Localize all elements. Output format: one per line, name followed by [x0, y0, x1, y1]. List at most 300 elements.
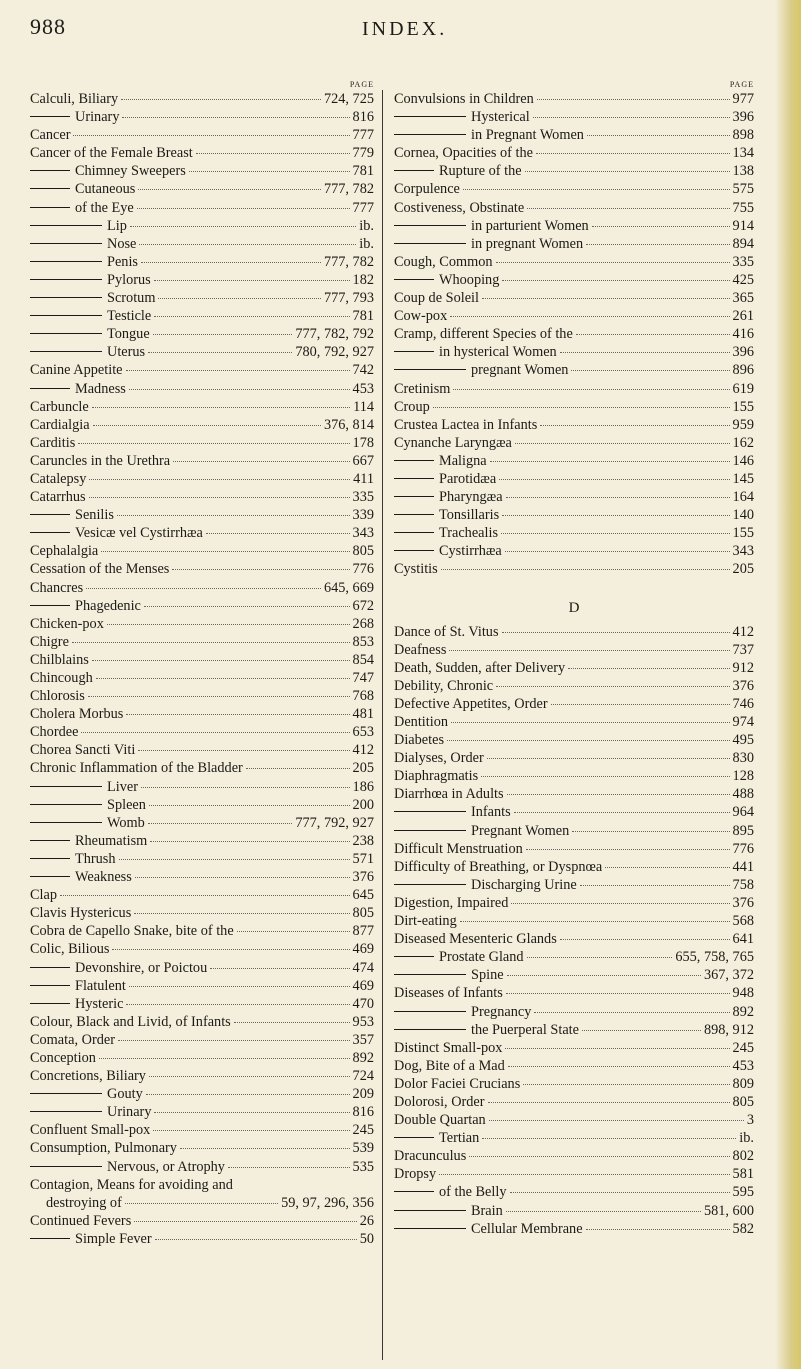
ditto-dash: [30, 170, 70, 171]
index-entry: [394, 1165, 754, 1183]
index-entry: [30, 615, 374, 633]
ditto-dash: [30, 1238, 70, 1239]
leader-dots: [527, 198, 729, 209]
ditto-dash: [30, 967, 70, 968]
entry-term: Hysteric: [75, 995, 124, 1012]
index-entry: [394, 126, 754, 144]
entry-term: Contagion, Means for avoiding and: [30, 1176, 233, 1193]
entry-term: Dog, Bite of a Mad: [394, 1057, 505, 1074]
entry-term: Prostate Gland: [439, 949, 524, 966]
ditto-dash: [30, 207, 70, 208]
index-entry: [30, 1013, 374, 1031]
ditto-dash: [394, 279, 434, 280]
ditto-dash: [30, 804, 102, 805]
ditto-dash: [30, 1093, 102, 1094]
entry-term: Deafness: [394, 641, 447, 658]
ditto-dash: [394, 351, 434, 352]
entry-term: Thrush: [75, 850, 116, 867]
entry-term: Digestion, Impaired: [394, 894, 509, 911]
entry-term: Chlorosis: [30, 688, 85, 705]
leader-dots: [134, 903, 349, 914]
leader-dots: [149, 1066, 350, 1077]
index-entry: [30, 199, 374, 217]
entry-pages: 964: [732, 804, 754, 821]
entry-term: Cutaneous: [75, 181, 136, 198]
index-entry: [394, 858, 754, 876]
entry-pages: 164: [732, 489, 754, 506]
leader-dots: [129, 379, 350, 390]
entry-term: Cephalalgia: [30, 543, 99, 560]
entry-pages: 777: [352, 127, 374, 144]
page-edge: [775, 0, 801, 1369]
leader-dots: [511, 893, 729, 904]
entry-pages: 376: [352, 869, 374, 886]
index-entry: [30, 144, 374, 162]
leader-dots: [81, 722, 349, 733]
entry-pages: 365: [732, 290, 754, 307]
entry-pages: 896: [732, 362, 754, 379]
leader-dots: [153, 324, 293, 335]
entry-term: Devonshire, or Poictou: [75, 959, 208, 976]
index-entry: [30, 1176, 374, 1194]
ditto-dash: [394, 1011, 466, 1012]
index-entry: [30, 434, 374, 452]
entry-term: in Pregnant Women: [471, 127, 584, 144]
leader-dots: [144, 596, 350, 607]
index-entry: [30, 470, 374, 488]
entry-term: Cystirrhæa: [439, 543, 502, 560]
ditto-dash: [30, 1111, 102, 1112]
entry-pages: 411: [353, 470, 374, 487]
entry-pages: 645: [352, 887, 374, 904]
entry-pages: 186: [352, 778, 374, 795]
leader-dots: [141, 252, 321, 263]
leader-dots: [119, 849, 350, 860]
entry-pages: 892: [352, 1049, 374, 1066]
leader-dots: [463, 179, 730, 190]
entry-pages: 146: [732, 452, 754, 469]
entry-term: Cessation of the Menses: [30, 561, 170, 578]
entry-pages: 853: [352, 633, 374, 650]
leader-dots: [234, 1012, 350, 1023]
entry-term: Diseases of Infants: [394, 985, 503, 1002]
ditto-dash: [30, 1003, 70, 1004]
entry-pages: 412: [352, 742, 374, 759]
entry-term: Defective Appetites, Order: [394, 695, 548, 712]
entry-pages: 768: [352, 688, 374, 705]
entry-pages: 737: [732, 641, 754, 658]
ditto-dash: [30, 261, 102, 262]
leader-dots: [96, 668, 350, 679]
leader-dots: [490, 451, 730, 462]
entry-pages: 339: [352, 507, 374, 524]
index-entry: [394, 361, 754, 379]
entry-term: Costiveness, Obstinate: [394, 199, 525, 216]
ditto-dash: [394, 1137, 434, 1138]
entry-pages: 912: [732, 659, 754, 676]
leader-dots: [580, 875, 730, 886]
index-entry: [394, 180, 754, 198]
index-entry: [30, 832, 374, 850]
index-entry: [30, 759, 374, 777]
entry-term: Chronic Inflammation of the Bladder: [30, 760, 243, 777]
leader-dots: [487, 748, 730, 759]
index-entry: [394, 1202, 754, 1220]
entry-term: Catalepsy: [30, 470, 87, 487]
ditto-dash: [394, 1210, 466, 1211]
index-entry: [30, 850, 374, 868]
leader-dots: [451, 712, 730, 723]
leader-dots: [139, 234, 356, 245]
entry-pages: 441: [732, 858, 754, 875]
entry-pages: 777, 793: [323, 290, 374, 307]
index-entry: [30, 796, 374, 814]
entry-pages: 495: [732, 732, 754, 749]
index-entry: [394, 695, 754, 713]
index-entry: [30, 904, 374, 922]
index-entry: [394, 1093, 754, 1111]
entry-term: Rupture of the: [439, 163, 522, 180]
entry-pages: 914: [732, 217, 754, 234]
leader-dots: [560, 929, 730, 940]
index-entry: [30, 452, 374, 470]
entry-pages: 200: [352, 796, 374, 813]
ditto-dash: [30, 225, 102, 226]
entry-pages: 805: [732, 1093, 754, 1110]
index-entry: [30, 1067, 374, 1085]
leader-dots: [533, 107, 730, 118]
leader-dots: [180, 1138, 350, 1149]
ditto-dash: [394, 884, 466, 885]
index-entry: [394, 452, 754, 470]
leader-dots: [571, 360, 729, 371]
index-entry: [394, 307, 754, 325]
index-column-left: [30, 80, 374, 1248]
page-column-label: PAGE: [349, 80, 374, 89]
index-entry: [394, 343, 754, 361]
entry-term: Diaphragmatis: [394, 768, 479, 785]
entry-term: Infants: [471, 804, 511, 821]
leader-dots: [72, 632, 350, 643]
entry-term: Uterus: [107, 344, 146, 361]
leader-dots: [154, 270, 350, 281]
entry-pages: 581: [732, 1166, 754, 1183]
entry-pages: 653: [352, 724, 374, 741]
leader-dots: [507, 784, 730, 795]
entry-term: Nose: [107, 235, 137, 252]
entry-term: Continued Fevers: [30, 1212, 132, 1229]
entry-term: Tonsillaris: [439, 507, 500, 524]
leader-dots: [501, 523, 730, 534]
entry-pages: 114: [353, 398, 374, 415]
entry-term: Clavis Hystericus: [30, 905, 132, 922]
entry-pages: 581, 600: [703, 1202, 754, 1219]
leader-dots: [146, 1084, 350, 1095]
leader-dots: [441, 559, 730, 570]
index-entry: [394, 542, 754, 560]
entry-term: Convulsions in Children: [394, 91, 534, 107]
index-entry: [394, 144, 754, 162]
leader-dots: [505, 541, 730, 552]
index-entry: [30, 560, 374, 578]
entry-pages: 645, 669: [323, 579, 374, 596]
entry-term: Whooping: [439, 271, 500, 288]
index-entry: [394, 749, 754, 767]
index-entry: [394, 1183, 754, 1201]
index-entry: [30, 361, 374, 379]
entry-pages: 953: [352, 1013, 374, 1030]
entry-pages: 667: [352, 452, 374, 469]
ditto-dash: [30, 605, 70, 606]
entry-pages: 209: [352, 1086, 374, 1103]
entry-term: Diarrhœa in Adults: [394, 786, 504, 803]
entry-term: Chorea Sancti Viti: [30, 742, 136, 759]
leader-dots: [592, 216, 730, 227]
index-entry: [394, 822, 754, 840]
entry-pages: 205: [732, 561, 754, 578]
index-entry: [394, 641, 754, 659]
entry-pages: 655, 758, 765: [675, 949, 754, 966]
entry-pages: 343: [732, 543, 754, 560]
leader-dots: [482, 1128, 736, 1139]
entry-term: Chicken-pox: [30, 615, 104, 632]
ditto-dash: [30, 279, 102, 280]
index-entry: [30, 1031, 374, 1049]
leader-dots: [117, 505, 350, 516]
index-entry: [394, 1057, 754, 1075]
index-entry: [394, 506, 754, 524]
entry-pages: 145: [732, 470, 754, 487]
entry-pages: 776: [352, 561, 374, 578]
index-entry: [30, 778, 374, 796]
leader-dots: [537, 89, 730, 100]
entry-pages: 376: [732, 677, 754, 694]
entry-pages: 641: [732, 931, 754, 948]
entry-term: Chordee: [30, 724, 79, 741]
index-entry: [394, 840, 754, 858]
entry-term: Difficulty of Breathing, or Dyspnœa: [394, 858, 603, 875]
index-entry: [30, 90, 374, 108]
ditto-dash: [394, 550, 434, 551]
leader-dots: [508, 1056, 730, 1067]
leader-dots: [130, 216, 356, 227]
index-entry: [394, 1129, 754, 1147]
entry-term: Dolor Faciei Crucians: [394, 1075, 521, 1092]
entry-pages: 3: [746, 1112, 754, 1129]
entry-pages: 895: [732, 822, 754, 839]
leader-dots: [449, 640, 729, 651]
index-entry: [394, 1220, 754, 1238]
entry-pages: 376: [732, 894, 754, 911]
entry-term: Dentition: [394, 714, 449, 730]
index-entry: [394, 90, 754, 108]
index-entry: [394, 1003, 754, 1021]
entry-pages: 777, 782, 792: [295, 326, 374, 343]
entry-term: Comata, Order: [30, 1031, 115, 1048]
entry-term: Difficult Menstruation: [394, 840, 523, 857]
entry-term: Caruncles in the Urethra: [30, 452, 171, 469]
entry-pages: 343: [352, 525, 374, 542]
ditto-dash: [30, 315, 102, 316]
entry-term: Double Quartan: [394, 1112, 486, 1129]
index-entry: [394, 948, 754, 966]
entry-term: Corpulence: [394, 181, 460, 198]
entry-term: Nervous, or Atrophy: [107, 1158, 225, 1175]
leader-dots: [496, 252, 730, 263]
ditto-dash: [30, 786, 102, 787]
leader-dots: [141, 777, 350, 788]
leader-dots: [481, 766, 729, 777]
index-entry: [394, 966, 754, 984]
index-entry: [30, 687, 374, 705]
entry-term: Spleen: [107, 796, 146, 813]
entry-term: Brain: [471, 1202, 503, 1219]
index-entry: [394, 398, 754, 416]
leader-dots: [148, 813, 293, 824]
entry-term: Maligna: [439, 452, 487, 469]
entry-term: Weakness: [75, 869, 132, 886]
index-entry: [30, 126, 374, 144]
entry-pages: 575: [732, 181, 754, 198]
entry-term: Colic, Bilious: [30, 941, 110, 958]
index-entry: [394, 1111, 754, 1129]
leader-dots: [150, 831, 349, 842]
entry-term: Hysterical: [471, 109, 530, 126]
index-entries-right: [394, 90, 754, 579]
index-entry: [394, 912, 754, 930]
leader-dots: [582, 1020, 701, 1031]
page-number: 988: [30, 14, 66, 39]
index-entry: [30, 959, 374, 977]
leader-dots: [605, 857, 729, 868]
entry-pages: 595: [732, 1184, 754, 1201]
entry-pages: 59, 97, 296, 356: [281, 1194, 374, 1211]
ditto-dash: [394, 460, 434, 461]
index-entry: [394, 470, 754, 488]
ditto-dash: [394, 532, 434, 533]
entry-term: Cystitis: [394, 561, 438, 578]
entry-pages: 805: [352, 905, 374, 922]
ditto-dash: [30, 840, 70, 841]
ditto-dash: [30, 388, 70, 389]
entry-term: Cretinism: [394, 380, 451, 397]
index-entry: [30, 1085, 374, 1103]
entry-term: Carditis: [30, 434, 76, 451]
index-entry: [394, 253, 754, 271]
entry-term: the Puerperal State: [471, 1021, 579, 1038]
index-entry: [394, 876, 754, 894]
index-entry: [30, 1230, 374, 1248]
index-entry: [30, 108, 374, 126]
entry-pages: 802: [732, 1148, 754, 1165]
leader-dots: [536, 143, 730, 154]
entry-term: Dracunculus: [394, 1148, 467, 1165]
entry-pages: 892: [732, 1003, 754, 1020]
ditto-dash: [394, 243, 466, 244]
leader-dots: [134, 1211, 356, 1222]
index-entry: [30, 325, 374, 343]
leader-dots: [560, 342, 730, 353]
entry-pages: 777: [352, 199, 374, 216]
leader-dots: [172, 559, 349, 570]
entry-term: Lip: [107, 217, 127, 234]
leader-dots: [523, 1074, 729, 1085]
entry-term: Cramp, different Species of the: [394, 326, 573, 343]
entry-term: of the Eye: [75, 199, 134, 216]
index-entry: [30, 651, 374, 669]
ditto-dash: [30, 858, 70, 859]
entry-pages: 805: [352, 543, 374, 560]
entry-term: Cynanche Laryngæa: [394, 434, 512, 451]
index-entry: [394, 930, 754, 948]
entry-term: Confluent Small-pox: [30, 1122, 151, 1139]
leader-dots: [488, 1092, 730, 1103]
leader-dots: [122, 107, 349, 118]
ditto-dash: [30, 532, 70, 533]
index-entry: [30, 705, 374, 723]
leader-dots: [196, 143, 350, 154]
index-entry: [394, 434, 754, 452]
entry-pages: 268: [352, 615, 374, 632]
entry-pages: 470: [352, 995, 374, 1012]
leader-dots: [433, 397, 730, 408]
index-entry: [30, 217, 374, 235]
index-entry: [394, 1075, 754, 1093]
entry-term: Discharging Urine: [471, 876, 577, 893]
leader-dots: [173, 451, 349, 462]
ditto-dash: [30, 514, 70, 515]
index-entry: [30, 343, 374, 361]
ditto-dash: [394, 811, 466, 812]
leader-dots: [126, 994, 349, 1005]
entry-pages: 469: [352, 977, 374, 994]
entry-pages: 877: [352, 923, 374, 940]
entry-pages: 182: [352, 271, 374, 288]
leader-dots: [496, 676, 729, 687]
index-entry: [30, 235, 374, 253]
leader-dots: [154, 1102, 349, 1113]
leader-dots: [502, 270, 729, 281]
entry-term: Trachealis: [439, 525, 499, 542]
index-entry: [394, 984, 754, 1002]
leader-dots: [60, 885, 350, 896]
ditto-dash: [394, 956, 434, 957]
index-entries-left: [30, 90, 374, 1248]
index-entry: [30, 922, 374, 940]
leader-dots: [118, 1030, 350, 1041]
entry-pages: 128: [732, 768, 754, 785]
entry-pages: 481: [352, 706, 374, 723]
ditto-dash: [30, 351, 102, 352]
leader-dots: [453, 379, 729, 390]
entry-term: Simple Fever: [75, 1230, 152, 1247]
entry-pages: 178: [352, 434, 374, 451]
index-entry: [30, 542, 374, 560]
entry-pages: 245: [352, 1122, 374, 1139]
index-entry: [30, 1049, 374, 1067]
leader-dots: [505, 1038, 729, 1049]
index-entry: [30, 380, 374, 398]
entry-pages: 747: [352, 670, 374, 686]
entry-term: Cardialgia: [30, 416, 90, 433]
entry-term: Parotidæa: [439, 470, 497, 487]
entry-pages: 155: [732, 525, 754, 542]
index-entry: [394, 108, 754, 126]
page-column-label: PAGE: [729, 80, 754, 89]
entry-pages: 894: [732, 235, 754, 252]
leader-dots: [138, 740, 349, 751]
entry-term: Vesicæ vel Cystirrhæa: [75, 525, 203, 542]
